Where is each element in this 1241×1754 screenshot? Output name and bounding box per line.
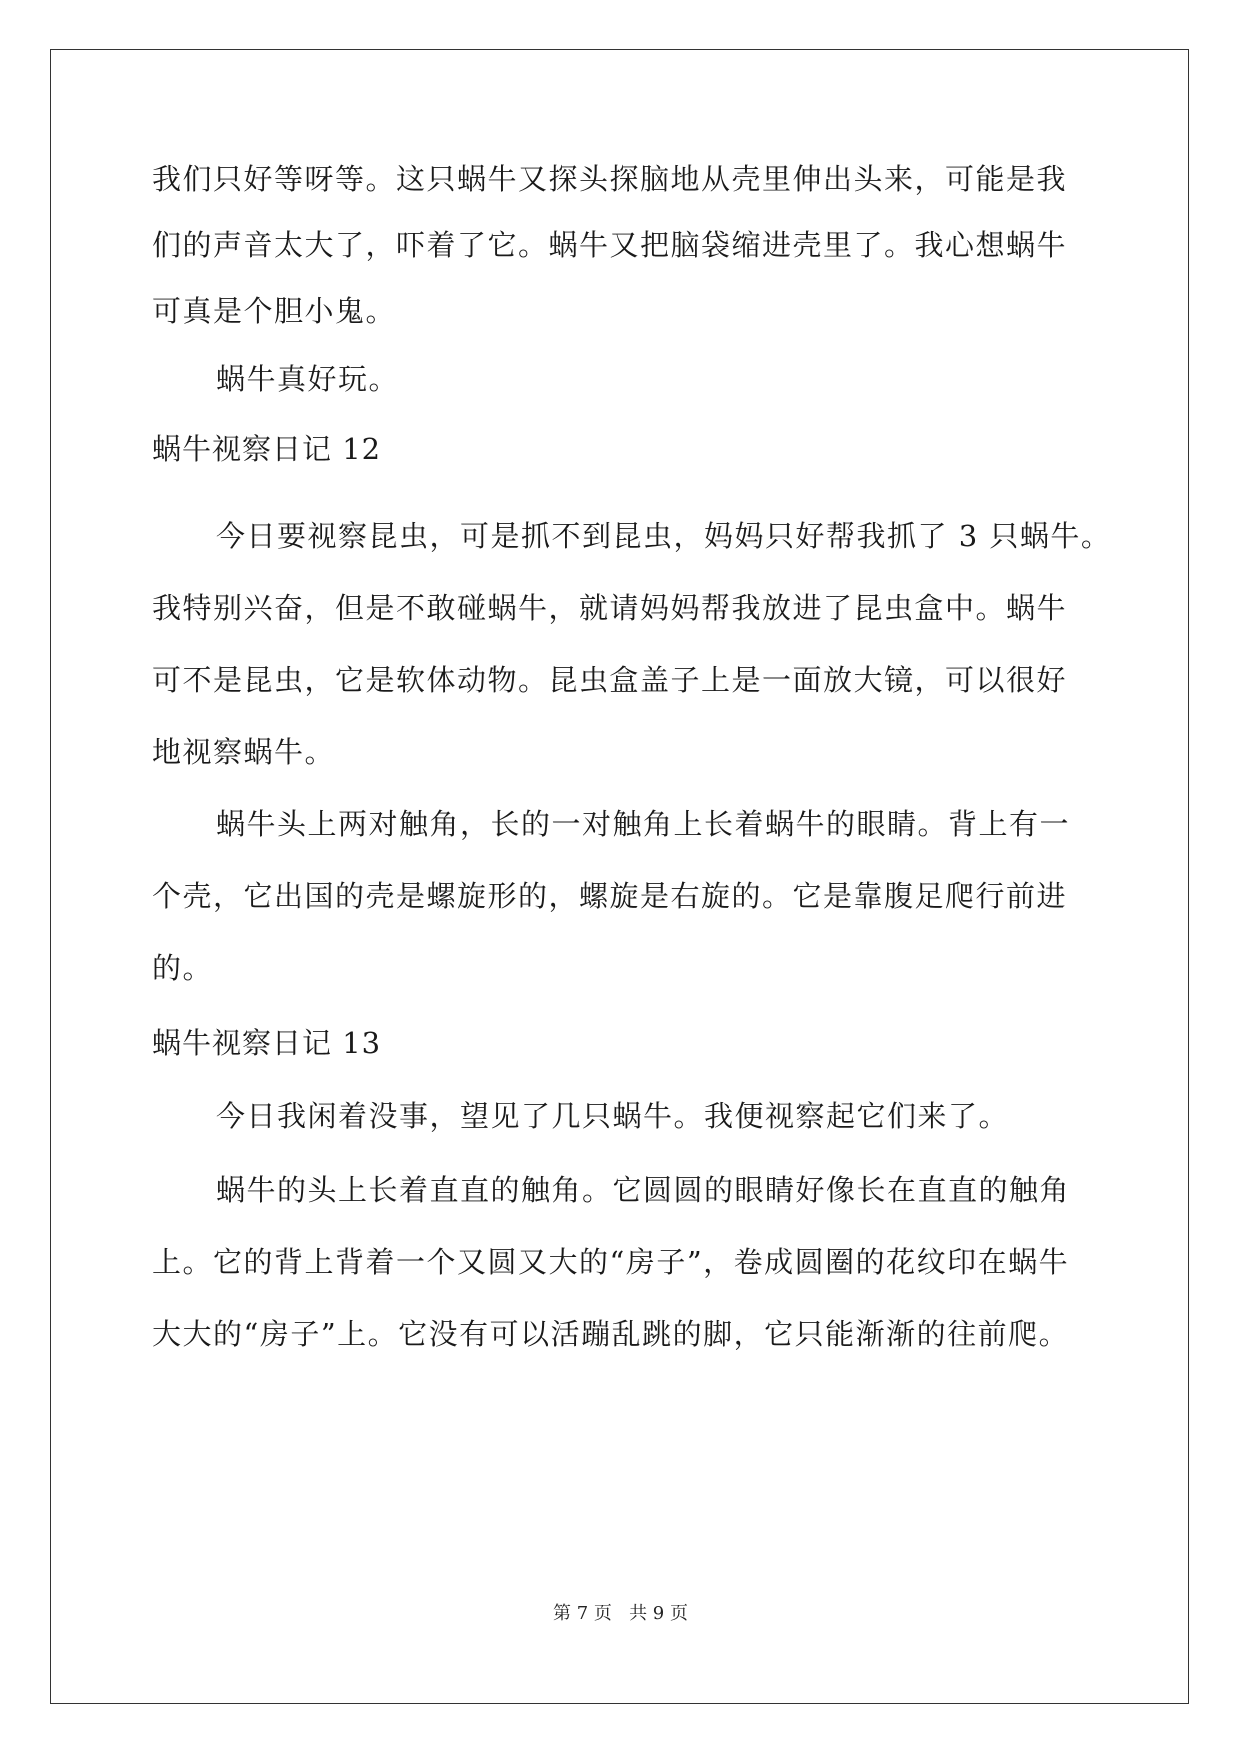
paragraph-line: 今日我闲着没事，望见了几只蜗牛。我便视察起它们来了。 — [216, 1099, 1010, 1133]
paragraph-line: 的。 — [152, 951, 214, 985]
paragraph-line: 蜗牛头上两对触角，长的一对触角上长着蜗牛的眼睛。背上有一 — [216, 807, 1071, 841]
paragraph-line: 地视察蜗牛。 — [152, 735, 336, 769]
paragraph-line: 今日要视察昆虫，可是抓不到昆虫，妈妈只好帮我抓了 3 只蜗牛。 — [216, 519, 1112, 553]
paragraph-line: 可真是个胆小鬼。 — [152, 294, 397, 328]
section-heading: 蜗牛视察日记 12 — [152, 432, 382, 466]
paragraph-line: 我特别兴奋，但是不敢碰蜗牛，就请妈妈帮我放进了昆虫盒中。蜗牛 — [152, 591, 1068, 625]
paragraph-line: 个壳，它出国的壳是螺旋形的，螺旋是右旋的。它是靠腹足爬行前进 — [152, 879, 1068, 913]
paragraph-line: 我们只好等呀等。这只蜗牛又探头探脑地从壳里伸出头来，可能是我 — [152, 162, 1068, 196]
paragraph-line: 们的声音太大了，吓着了它。蜗牛又把脑袋缩进壳里了。我心想蜗牛 — [152, 228, 1068, 262]
paragraph-line: 上。它的背上背着一个又圆又大的“房子”，卷成圆圈的花纹印在蜗牛 — [152, 1245, 1070, 1279]
paragraph-line: 大大的“房子”上。它没有可以活蹦乱跳的脚，它只能渐渐的往前爬。 — [152, 1317, 1070, 1351]
section-heading: 蜗牛视察日记 13 — [152, 1026, 382, 1060]
paragraph-line: 可不是昆虫，它是软体动物。昆虫盒盖子上是一面放大镜，可以很好 — [152, 663, 1068, 697]
paragraph-line: 蜗牛真好玩。 — [216, 362, 400, 396]
page-number-footer: 第 7 页 共 9 页 — [553, 1603, 688, 1624]
paragraph-line: 蜗牛的头上长着直直的触角。它圆圆的眼睛好像长在直直的触角 — [216, 1173, 1071, 1207]
